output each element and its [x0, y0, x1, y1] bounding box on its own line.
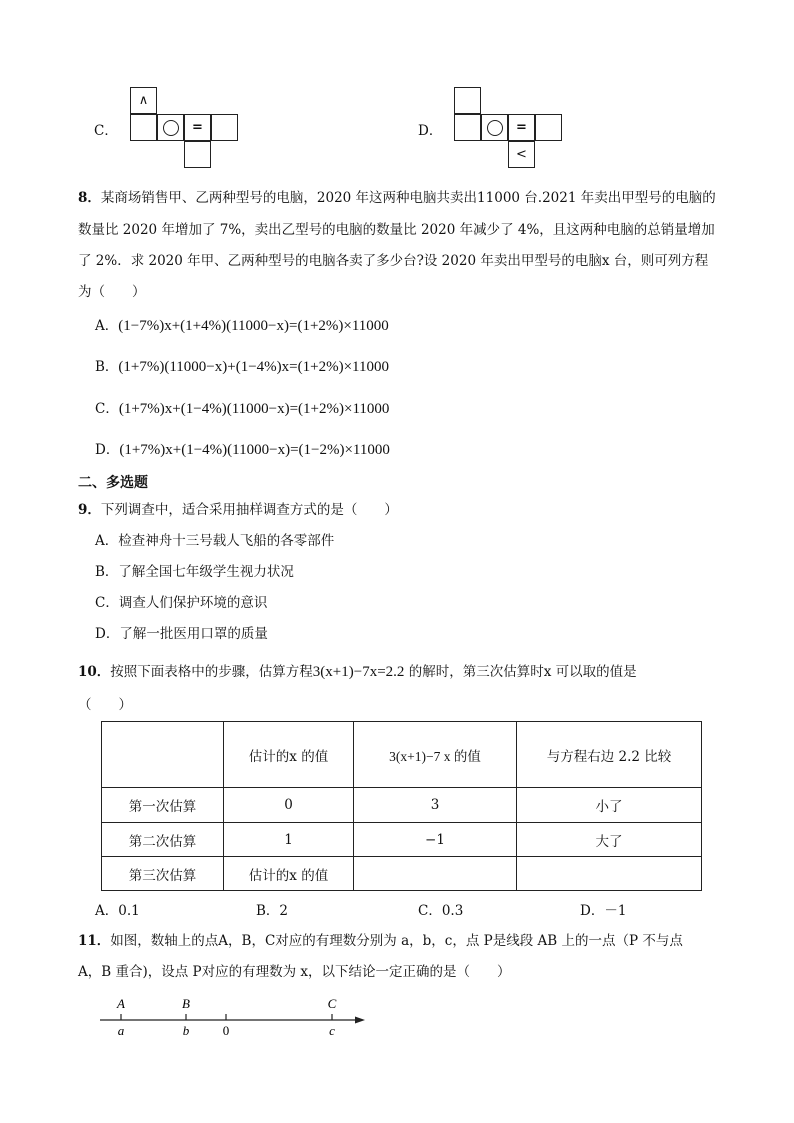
- table-cell: 估计的x 的值: [224, 857, 354, 891]
- circle-symbol: [487, 120, 503, 136]
- table-cell: 3: [354, 788, 517, 823]
- caret-symbol: ∧: [138, 93, 149, 108]
- q10-stem-pre: 按照下面表格中的步骤，估算方程: [110, 664, 313, 680]
- table-cell: 大了: [517, 823, 702, 857]
- table-cell: 第二次估算: [102, 823, 224, 857]
- point-label-c: C: [327, 996, 337, 1011]
- table-row: [102, 823, 702, 857]
- q9-option-b: B．了解全国七年级学生视力状况: [95, 564, 294, 580]
- less-than-symbol: <: [516, 147, 527, 162]
- q8-option-b: [95, 355, 389, 376]
- net-c-cell-4: [211, 114, 238, 141]
- table-header-cell: 估计的x 的值: [224, 722, 354, 788]
- net-d-top-cell: [454, 87, 481, 114]
- q8-option-d-label: D．: [95, 442, 120, 458]
- table-cell: 小了: [517, 788, 702, 823]
- q10-number: 10．: [78, 664, 111, 680]
- q9-stem-text: 下列调查中，适合采用抽样调查方式的是（ ）: [100, 502, 398, 518]
- circle-symbol: [163, 120, 179, 136]
- q10-option-a: A．0.1: [95, 903, 140, 919]
- net-d-cell-4: [535, 114, 562, 141]
- table-cell: 第三次估算: [102, 857, 224, 891]
- q10-option-c: C．0.3: [418, 903, 464, 919]
- estimation-table: [101, 721, 702, 891]
- net-c-bottom-cell: [184, 141, 211, 168]
- table-row: [102, 722, 702, 788]
- value-label-a: a: [117, 1023, 125, 1038]
- equals-symbol: =: [192, 120, 203, 135]
- q10-paren: （ ）: [78, 697, 132, 713]
- q8-option-a-label: A．: [95, 318, 119, 334]
- net-d-bottom-cell: [508, 141, 535, 168]
- q8-option-c-formula: (1+7%)x+(1−4%)(11000−x)=(1+2%)×11000: [118, 401, 390, 417]
- point-label-b: B: [182, 996, 190, 1011]
- q8-option-b-formula: (1+7%)(11000−x)+(1−4%)x=(1+2%)×11000: [118, 359, 389, 375]
- q10-option-d: D．－1: [580, 903, 627, 919]
- net-d-cell-2: [481, 114, 508, 141]
- q11-number: 11．: [78, 933, 111, 949]
- q10-equation: 3(x+1)−7x=2.2: [312, 664, 405, 680]
- q9-option-c: C．调查人们保护环境的意识: [95, 595, 268, 611]
- q8-option-a-formula: (1−7%)x+(1+4%)(11000−x)=(1+2%)×11000: [118, 318, 389, 334]
- equals-symbol: =: [516, 120, 527, 135]
- q8-option-a: [95, 314, 389, 335]
- option-c-label: C．: [94, 123, 118, 139]
- q9-stem: [78, 498, 398, 518]
- q9-option-d: D．了解一批医用口罩的质量: [95, 626, 268, 642]
- q9-number: 9．: [78, 502, 101, 518]
- section-heading: 二、多选题: [78, 475, 148, 491]
- table-header-cell: 3(x+1)−7 x 的值: [354, 722, 517, 788]
- q9-option-a: A．检查神舟十三号载人飞船的各零部件: [95, 533, 335, 549]
- number-line: [90, 990, 380, 1050]
- point-label-a: A: [117, 996, 125, 1011]
- q8-option-c: [95, 397, 389, 418]
- net-d-cell-3: [508, 114, 535, 141]
- table-cell: 1: [224, 823, 354, 857]
- net-c-cell-2: [157, 114, 184, 141]
- value-label-b: b: [182, 1023, 190, 1038]
- option-d-label: D．: [418, 123, 443, 139]
- table-cell: [354, 857, 517, 891]
- q10-option-b: B．2: [256, 903, 289, 919]
- table-cell: [517, 857, 702, 891]
- net-c-top-cell: [130, 87, 157, 114]
- q8-option-c-label: C．: [95, 401, 119, 417]
- q8-number: 8．: [78, 190, 101, 206]
- axis-arrow: [355, 1017, 365, 1024]
- q11-line-2: A，B 重合)，设点 P对应的有理数为 x，以下结论一定正确的是（ ）: [78, 964, 511, 980]
- q8-option-b-label: B．: [95, 359, 119, 375]
- q11-line-1: [78, 929, 683, 949]
- net-c-cell-3: [184, 114, 211, 141]
- table-row: [102, 788, 702, 823]
- net-c-cell-1: [130, 114, 157, 141]
- q11-text-1: 如图，数轴上的点A，B，C对应的有理数分别为 a，b，c，点 P是线段 AB 上的一点（P 不与点: [110, 933, 683, 949]
- q8-text-1: 某商场销售甲、乙两种型号的电脑，2020 年这两种电脑共卖出11000 台.2021 年卖出甲型号的电脑的: [100, 190, 716, 206]
- q10-stem-post: 的解时，第三次估算时x 可以取的值是: [404, 664, 637, 680]
- q8-line-4: 为（ ）: [78, 284, 146, 300]
- q10-stem: [78, 660, 637, 681]
- table-cell: [102, 722, 224, 788]
- table-cell: 0: [224, 788, 354, 823]
- net-d-cell-1: [454, 114, 481, 141]
- q8-line-3: 了 2%．求 2020 年甲、乙两种型号的电脑各卖了多少台?设 2020 年卖出甲型号的电脑x 台，则可列方程: [78, 253, 709, 269]
- q8-option-d: [95, 438, 390, 459]
- value-label-zero: 0: [222, 1023, 230, 1038]
- q8-option-d-formula: (1+7%)x+(1−4%)(11000−x)=(1−2%)×11000: [119, 442, 390, 458]
- table-cell: 第一次估算: [102, 788, 224, 823]
- q8-line-2: 数量比 2020 年增加了 7%，卖出乙型号的电脑的数量比 2020 年减少了 4%，且这两种电脑的总销量增加: [78, 222, 715, 238]
- q8-line-1: [78, 186, 716, 206]
- table-row: [102, 857, 702, 891]
- value-label-c: c: [329, 1023, 335, 1038]
- table-cell: −1: [354, 823, 517, 857]
- table-header-cell: 与方程右边 2.2 比较: [517, 722, 702, 788]
